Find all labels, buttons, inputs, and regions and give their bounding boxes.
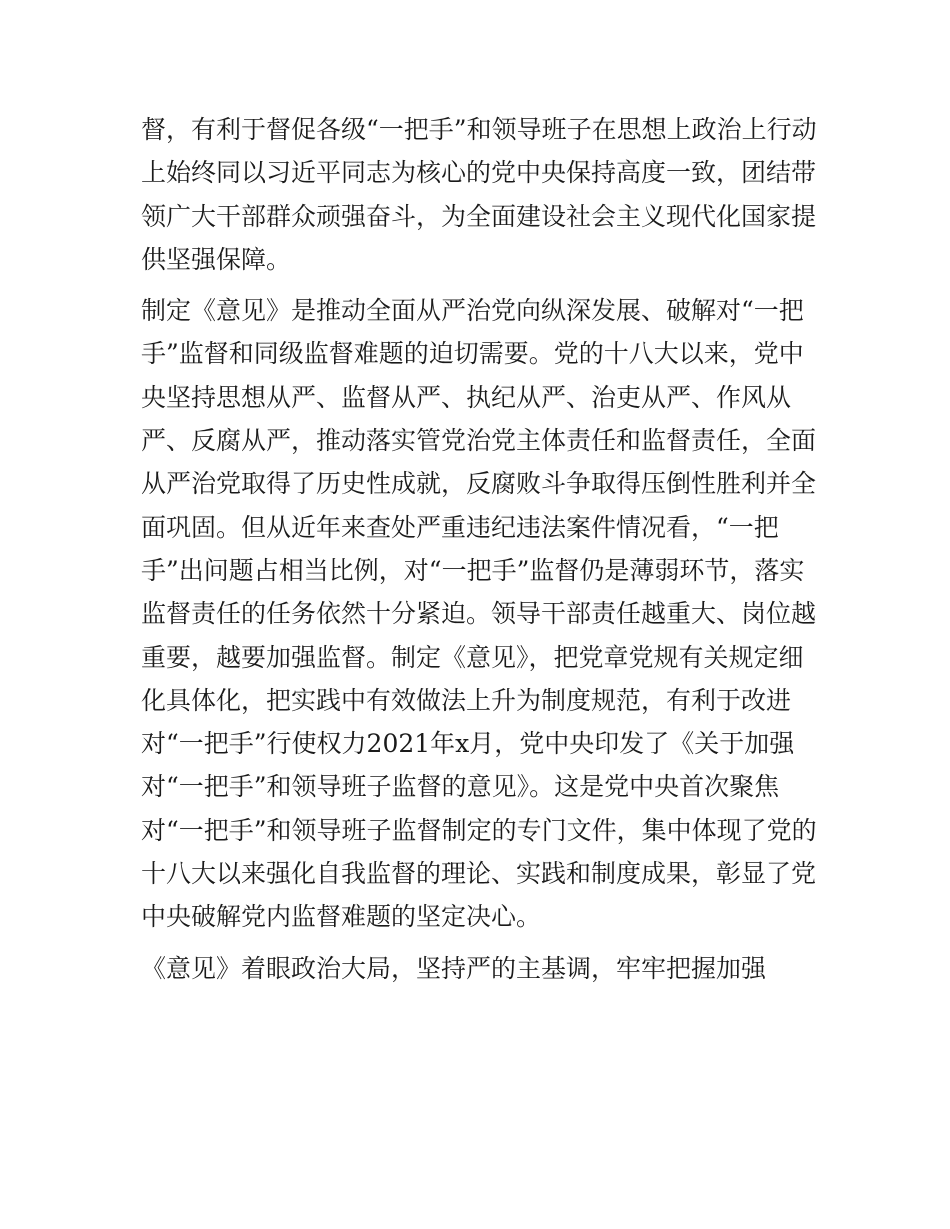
text-line: 对“一把手”行使权力2021年x月，党中央印发了《关于加强 [141,729,795,759]
text-line: 对“一把手”和领导班子监督的意见》。这是党中央首次聚焦 [141,772,780,802]
text-line: 手”出问题占相当比例，对“一把手”监督仍是薄弱环节，落实 [141,555,805,585]
text-line: 重要，越要加强监督。制定《意见》，把党章党规有关规定细 [141,642,804,672]
text-line: 对“一把手”和领导班子监督制定的专门文件，集中体现了党的 [141,815,817,845]
text-line: 中央破解党内监督难题的坚定决心。 [141,902,542,932]
paragraph-spacer [141,939,821,947]
paragraph-2 [141,289,821,938]
text-line: 化具体化，把实践中有效做法上升为制度规范，有利于改进 [141,685,792,715]
text-line: 督，有利于督促各级“一把手”和领导班子在思想上政治上行动 [141,115,817,144]
text-line: 十八大以来强化自我监督的理论、实践和制度成果，彰显了党 [141,859,817,889]
text-line: 严、反腐从严，推动落实管党治党主体责任和监督责任，全面 [141,426,817,456]
paragraph-spacer [141,281,821,289]
document-body [141,108,821,990]
text-line: 《意见》着眼政治大局，坚持严的主基调，牢牢把握加强 [141,953,767,983]
text-line: 供坚强保障。 [141,244,292,274]
text-line: 从严治党取得了历史性成就，反腐败斗争取得压倒性胜利并全 [141,469,817,499]
text-line: 面巩固。但从近年来查处严重违纪违法案件情况看，“一把 [141,512,779,542]
text-line: 手”监督和同级监督难题的迫切需要。党的十八大以来，党中 [141,339,804,369]
text-line: 央坚持思想从严、监督从严、执纪从严、治吏从严、作风从 [141,382,792,412]
paragraph-1 [141,108,821,281]
text-line: 监督责任的任务依然十分紧迫。领导干部责任越重大、岗位越 [141,599,817,629]
text-line: 上始终同以习近平同志为核心的党中央保持高度一致，团结带 [141,158,817,188]
text-line: 领广大干部群众顽强奋斗，为全面建设社会主义现代化国家提 [141,201,817,231]
text-line: 制定《意见》是推动全面从严治党向纵深发展、破解对“一把 [141,296,804,326]
paragraph-3 [141,947,821,990]
